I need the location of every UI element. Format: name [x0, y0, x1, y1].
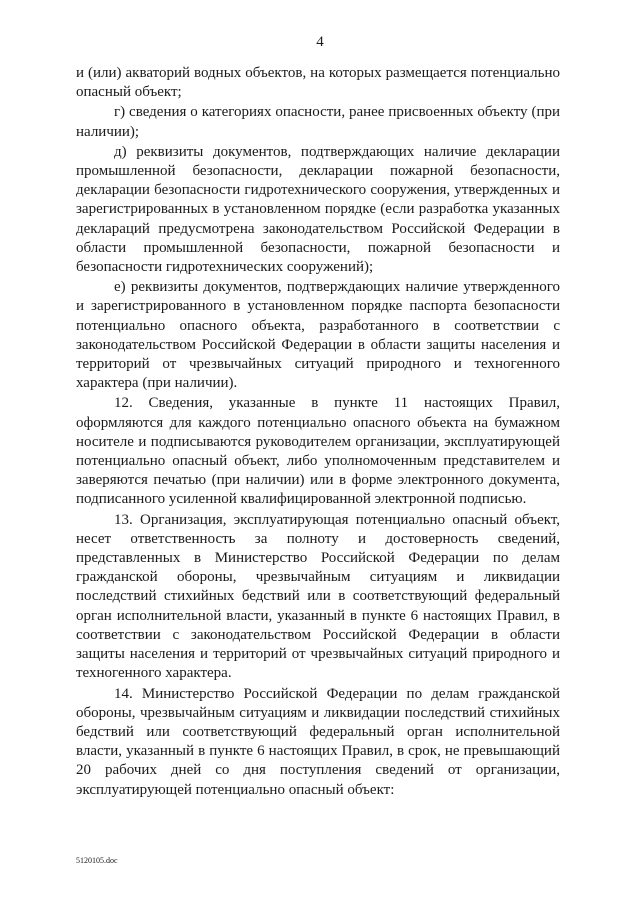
paragraph-clause-12: 12. Сведения, указанные в пункте 11 настоящих Правил, оформляются для каждого потенциально опасного объекта на бумажном носителе и подписываются руководителем организации, эксплуатирующей потенциально опасный объект, либо уполномоченным представителем и заверяются печатью (при наличии) или в форме электронного документа, подписанного усиленной квалифицированной электронной подписью.	[76, 395, 560, 508]
paragraph-continuation: и (или) акваторий водных объектов, на которых размещается потенциально опасный объект;	[76, 65, 560, 101]
paragraph-clause-13: 13. Организация, эксплуатирующая потенциально опасный объект, несет ответственность за полноту и достоверность сведений, представленных в Министерство Российской Федерации по делам гражданской обороны, чрезвычайным ситуациям и ликвидации последствий стихийных бедствий или в соответствующий федеральный орган исполнительной власти, указанный в пункте 6 настоящих Правил, в соответствии с законодательством Российской Федерации в области защиты населения и территорий от чрезвычайных ситуаций природного и техногенного характера.	[76, 511, 560, 682]
paragraph-item-g: г) сведения о категориях опасности, ранее присвоенных объекту (при наличии);	[76, 104, 560, 140]
page-number: 4	[316, 34, 324, 50]
footer-file-code: 5120105.doc	[76, 856, 118, 865]
paragraph-item-e: е) реквизиты документов, подтверждающих наличие утвержденного и зарегистрированного в установленном порядке паспорта безопасности потенциально опасного объекта, разработанного в соответствии с законодательством Российской Федерации в области защиты населения и территорий от чрезвычайных ситуаций природного и техногенного характера (при наличии).	[76, 279, 560, 392]
document-body	[76, 64, 560, 800]
paragraph-clause-14: 14. Министерство Российской Федерации по делам гражданской обороны, чрезвычайным ситуациям и ликвидации последствий стихийных бедствий или соответствующий федеральный орган исполнительной власти, указанный в пункте 6 настоящих Правил, в срок, не превышающий 20 рабочих дней со дня поступления сведений от организации, эксплуатирующей потенциально опасный объект:	[76, 685, 560, 798]
paragraph-item-d: д) реквизиты документов, подтверждающих наличие декларации промышленной безопасности, декларации пожарной безопасности, декларации безопасности гидротехнического сооружения, утвержденных и зарегистрированных в установленном порядке (если разработка указанных деклараций предусмотрена законодательством Российской Федерации в области промышленной безопасности, пожарной безопасности и безопасности гидротехнических сооружений);	[76, 143, 560, 276]
